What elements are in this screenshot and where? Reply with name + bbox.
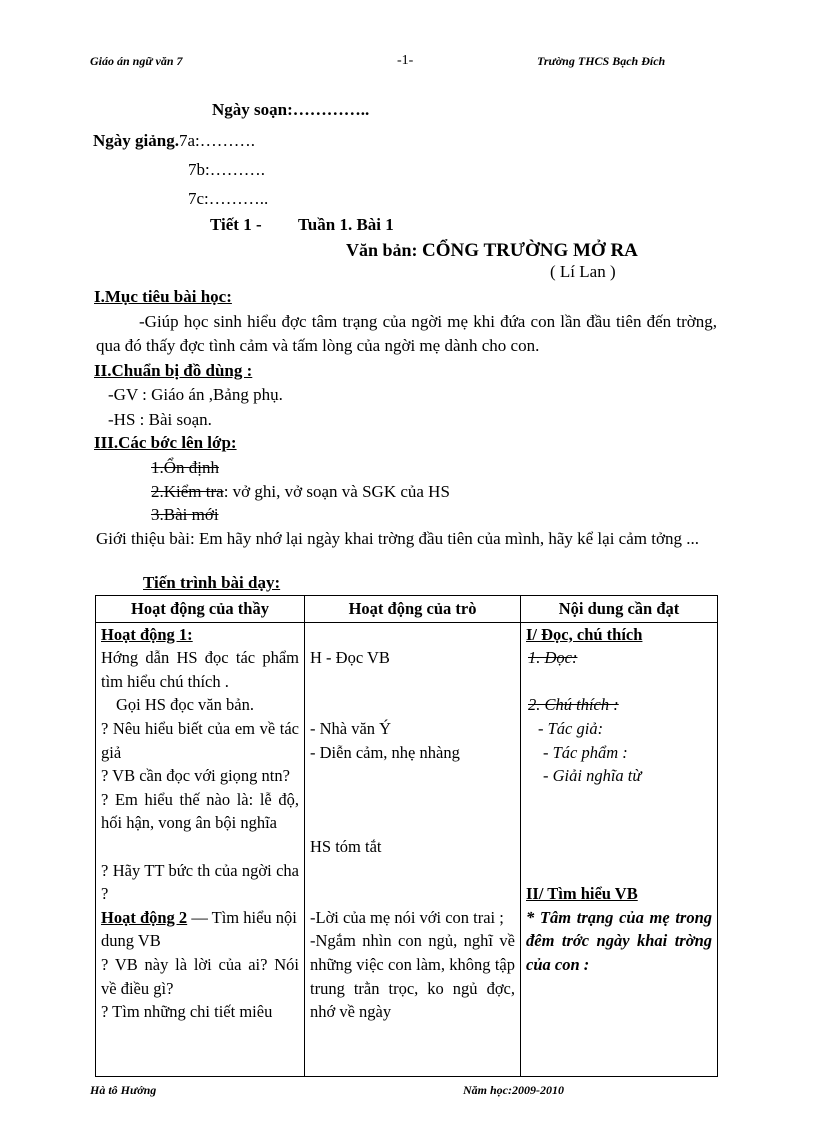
spacer: [310, 764, 515, 788]
teacher-line: Hớng dẫn HS đọc tác phẩm tìm hiểu chú thích .: [101, 648, 299, 691]
lesson-author: ( Lí Lan ): [550, 262, 616, 281]
teacher-column: [96, 622, 305, 1076]
prepared-date: Ngày soạn:…………..: [212, 100, 370, 119]
step-2: [151, 482, 450, 502]
spacer: [310, 811, 515, 835]
page-number: -1-: [397, 53, 414, 68]
content-line: - Giải nghĩa từ: [543, 766, 642, 786]
step-1: 1.Ổn định: [151, 458, 219, 477]
teacher-line: ? Hãy TT bức th của ngời cha ?: [101, 860, 299, 904]
class-7c: 7c:………..: [188, 189, 269, 208]
prep-teacher: -GV : Giáo án ,Bảng phụ.: [108, 385, 283, 404]
activity-1-heading: Hoạt động 1:: [101, 624, 193, 644]
student-line: - Nhà văn Ý: [310, 718, 392, 738]
content-heading-1: I/ Đọc, chú thích: [526, 624, 643, 644]
teacher-line: ? VB này là lời của ai? Nói về điều gì?: [101, 954, 299, 998]
lesson-title-line: [346, 240, 638, 262]
step-3: 3.Bài mới: [151, 505, 219, 524]
taught-date: [93, 131, 255, 151]
spacer: [526, 859, 712, 883]
spacer: [101, 835, 299, 859]
lesson-week: Tuần 1. Bài 1: [298, 215, 394, 234]
student-line: H - Đọc VB: [310, 648, 390, 668]
class-7a: 7a:……….: [178, 131, 255, 150]
content-line: * Tâm trạng của mẹ trong đêm trớc ngày khai trờng của con :: [526, 907, 712, 974]
spacer: [310, 859, 515, 883]
activity-2-text: — Tìm hiểu nội dung VB: [101, 907, 297, 951]
activity-2-line: [101, 906, 299, 953]
activity-2-heading: Hoạt động 2: [101, 907, 188, 927]
content-line: - Tác phẩm :: [543, 742, 628, 762]
footer-right: Năm học:2009-2010: [463, 1083, 564, 1097]
header-left: Giáo án ngữ văn 7: [90, 54, 183, 68]
class-7b: 7b:……….: [188, 160, 265, 179]
preparation-heading: II.Chuẩn bị đồ dùng :: [94, 361, 253, 380]
spacer: [310, 788, 515, 812]
step-2-label: 2.Kiểm tra: [151, 482, 224, 501]
spacer: [310, 623, 515, 647]
table-row: [96, 622, 718, 1076]
process-heading: Tiến trình bài dạy:: [143, 573, 281, 592]
student-line: HS tóm tắt: [310, 836, 382, 856]
footer-left: Hà tô Hướng: [90, 1083, 157, 1097]
teacher-line: Gọi HS đọc văn bản.: [116, 695, 254, 715]
teacher-line: ? Nêu hiểu biết của em về tác giả: [101, 718, 299, 762]
spacer: [310, 670, 515, 694]
teacher-line: ? Em hiểu thế nào là: lễ độ, hối hận, vong ân bội nghĩa: [101, 789, 299, 833]
taught-label: Ngày giảng.: [93, 131, 179, 150]
header-content: Nội dung cần đạt: [521, 596, 718, 623]
teacher-line: ? VB cần đọc với giọng ntn?: [101, 766, 290, 786]
objectives-text: -Giúp học sinh hiểu đợc tâm trạng của ngời mẹ khi đứa con lần đầu tiên đến trờng, qua đó thấy đợc tình cảm và tấm lòng của ngời mẹ dành cho con.: [96, 312, 717, 355]
table-header-row: [96, 596, 718, 623]
content-line: 2. Chú thích :: [528, 695, 619, 715]
steps-heading: III.Các bớc lên lớp:: [94, 433, 237, 452]
prep-student: -HS : Bài soạn.: [108, 410, 212, 429]
lesson-period: Tiết 1 -: [210, 215, 262, 234]
spacer: [526, 788, 712, 812]
spacer: [526, 835, 712, 859]
content-line: 1. Đọc:: [528, 648, 578, 668]
student-column: [305, 622, 521, 1076]
text-label: Văn bản:: [346, 240, 418, 260]
content-column: [521, 622, 718, 1076]
header-teacher: Hoạt động của thầy: [96, 596, 305, 623]
content-line: - Tác giả:: [538, 718, 604, 738]
header-student: Hoạt động của trò: [305, 596, 521, 623]
teacher-line: ? Tìm những chi tiết miêu: [101, 1002, 273, 1022]
content-heading-2: II/ Tìm hiểu VB: [526, 884, 638, 904]
header-right: Trường THCS Bạch Đích: [537, 54, 666, 68]
intro-text: Giới thiệu bài: Em hãy nhớ lại ngày khai trờng đầu tiên của mình, hãy kể lại cảm tởng ...: [96, 529, 699, 548]
student-line: -Ngắm nhìn con ngủ, nghĩ về những việc con làm, không tập trung trằn trọc, ko ngủ đợc, nhớ về ngày: [310, 931, 515, 1022]
step-2-text: : vở ghi, vở soạn và SGK của HS: [223, 482, 450, 501]
spacer: [310, 693, 515, 717]
spacer: [310, 882, 515, 906]
spacer: [526, 670, 712, 694]
student-line: - Diễn cảm, nhẹ nhàng: [310, 742, 460, 762]
objectives-heading: I.Mục tiêu bài học:: [94, 287, 232, 306]
spacer: [526, 811, 712, 835]
student-line: -Lời của mẹ nói với con trai ;: [310, 907, 504, 927]
lesson-title: CỔNG TRƯỜNG MỞ RA: [422, 240, 638, 261]
lesson-table: [95, 595, 718, 1077]
